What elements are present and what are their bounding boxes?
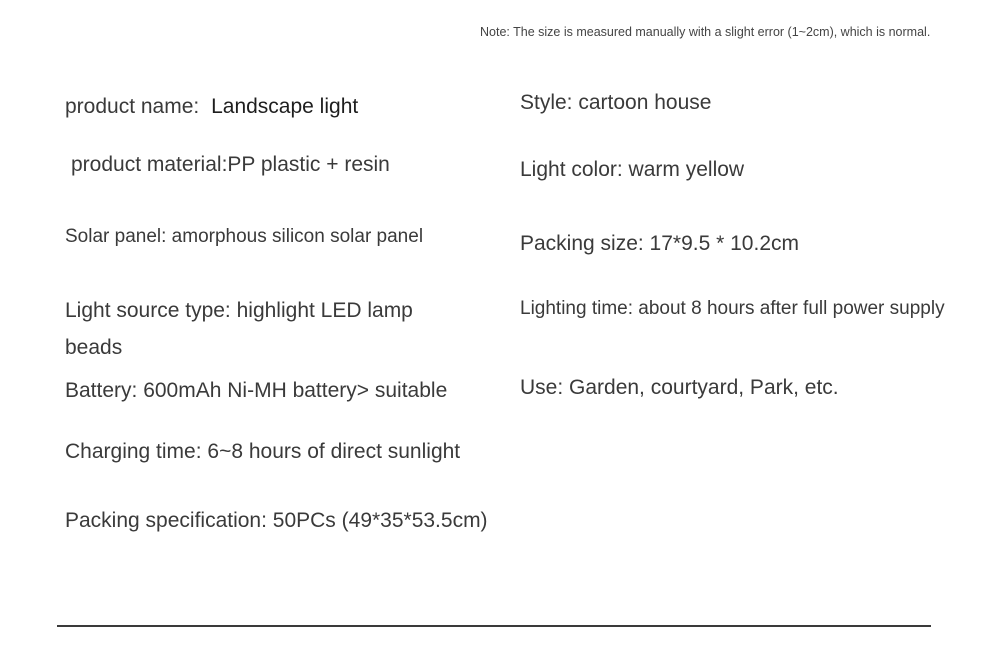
light-color-spec: Light color: warm yellow bbox=[520, 158, 745, 181]
style-spec: Style: cartoon house bbox=[520, 91, 712, 114]
use-spec: Use: Garden, courtyard, Park, etc. bbox=[520, 376, 839, 399]
product-name-value: Landscape light bbox=[211, 95, 359, 118]
product-material-label: product material: bbox=[71, 153, 228, 176]
charging-time-spec: Charging time: 6~8 hours of direct sunlight bbox=[65, 440, 461, 463]
battery-spec: Battery: 600mAh Ni-MH battery> suitable bbox=[65, 379, 448, 402]
product-material-value: PP plastic + resin bbox=[227, 153, 390, 176]
bottom-divider bbox=[57, 625, 931, 627]
product-material-row bbox=[71, 146, 390, 183]
product-name-label: product name: bbox=[65, 95, 200, 118]
solar-panel-spec: Solar panel: amorphous silicon solar panel bbox=[65, 226, 424, 247]
product-name-row bbox=[65, 88, 358, 125]
light-source-spec: Light source type: highlight LED lamp beads bbox=[65, 299, 413, 359]
size-note: Note: The size is measured manually with a slight error (1~2cm), which is normal. bbox=[480, 25, 931, 39]
lighting-time-spec: Lighting time: about 8 hours after full power supply bbox=[520, 298, 945, 319]
packing-specification-spec: Packing specification: 50PCs (49*35*53.5cm) bbox=[65, 509, 488, 532]
packing-size-spec: Packing size: 17*9.5 * 10.2cm bbox=[520, 232, 799, 255]
